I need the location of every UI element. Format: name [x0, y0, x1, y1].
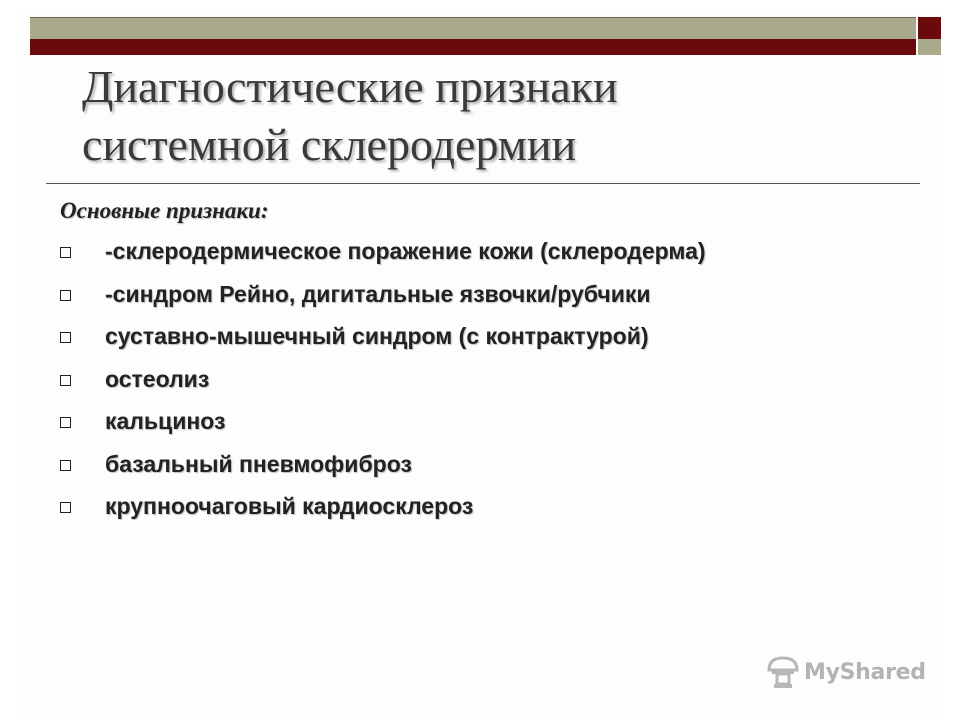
- title-line-1: Диагностические признаки: [82, 61, 618, 112]
- hollow-square-bullet-icon: [60, 247, 71, 258]
- top-maroon-bar: [30, 39, 916, 55]
- list-item-text: суставно-мышечный синдром (с контрактурой): [105, 323, 649, 349]
- list-item: [60, 279, 706, 322]
- mushroom-logo-icon: [766, 654, 800, 690]
- list-item-text: базальный пневмофиброз: [105, 450, 412, 477]
- list-item: [60, 449, 706, 492]
- hollow-square-bullet-icon: [60, 460, 71, 471]
- list-item-text: остеолиз: [105, 365, 210, 392]
- list-item-text: кальциноз: [105, 408, 226, 434]
- watermark-text: MyShared: [804, 659, 926, 685]
- subheading: Основные признаки:: [60, 198, 269, 223]
- myshared-watermark: [766, 654, 926, 690]
- hollow-square-bullet-icon: [60, 502, 71, 513]
- list-item: [60, 236, 706, 279]
- corner-olive-block: [918, 39, 941, 55]
- list-item-text: крупноочаговый кардиосклероз: [105, 493, 474, 519]
- title-line-2: системной склеродермии: [82, 119, 577, 170]
- top-olive-bar: [30, 17, 916, 40]
- hollow-square-bullet-icon: [60, 332, 71, 343]
- list-item-text: -синдром Рейно, дигитальные язвочки/рубчики: [105, 280, 651, 307]
- list-item: [60, 321, 706, 364]
- hollow-square-bullet-icon: [60, 375, 71, 386]
- slide-title: [82, 58, 902, 174]
- hollow-square-bullet-icon: [60, 417, 71, 428]
- list-item: [60, 406, 706, 449]
- list-item: [60, 364, 706, 407]
- hollow-square-bullet-icon: [60, 290, 71, 301]
- corner-maroon-block: [918, 17, 941, 39]
- title-divider: [46, 183, 920, 184]
- list-item-text: -склеродермическое поражение кожи (склеродерма): [105, 238, 706, 264]
- signs-list: [60, 236, 706, 534]
- list-item: [60, 491, 706, 534]
